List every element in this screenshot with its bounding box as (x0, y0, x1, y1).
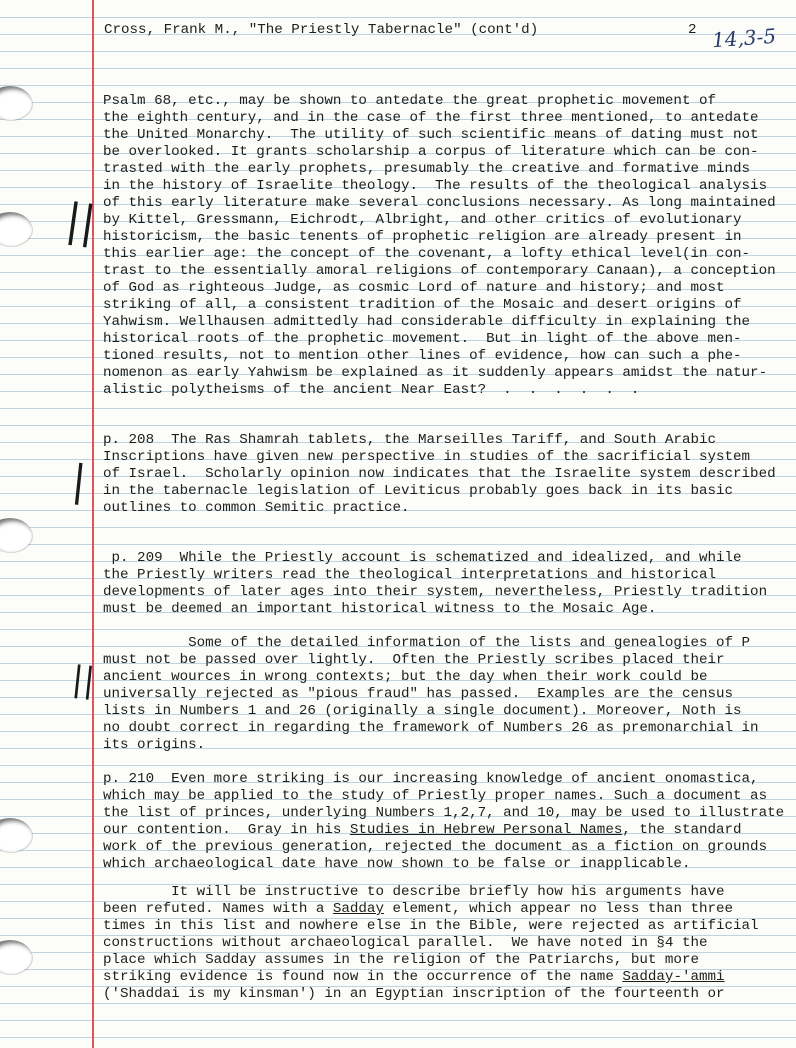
text-line: this earlier age: the concept of the covenant, a lofty ethical level(in con- (103, 246, 751, 262)
sadday-ammi-underlined: Sadday-'ammi (622, 969, 725, 985)
text-segment: constructions without archaeological parallel. We have noted in (103, 935, 657, 951)
text-segment: , the standard (622, 822, 742, 838)
text-line: trasted with the early prophets, presumably the creative and formative minds (103, 161, 751, 177)
text-line: trast to the essentially amoral religions of contemporary Canaan), a conception (103, 263, 776, 279)
text-line: Inscriptions have given new perspective in studies of the sacrificial system (103, 449, 751, 465)
text-line: Psalm 68, etc., may be shown to antedate the great prophetic movement of (103, 93, 716, 109)
binder-hole (0, 212, 32, 246)
page-header-title: Cross, Frank M., "The Priestly Tabernacle" (cont'd) (104, 22, 539, 38)
page-number: 2 (688, 22, 697, 38)
text-line: outlines to common Semitic practice. (103, 500, 410, 516)
paragraph-p208 (103, 432, 783, 517)
text-line (103, 901, 783, 918)
text-line: ('Shaddai is my kinsman') in an Egyptian inscription of the fourteenth or (103, 986, 725, 1002)
text-line (103, 935, 783, 952)
text-segment: element, which appear no less than three (383, 901, 734, 917)
margin-mark-double-line: || (62, 194, 100, 249)
text-line: by Kittel, Gressmann, Eichrodt, Albright, and other critics of evolutionary (103, 212, 742, 228)
text-line: p. 209 While the Priestly account is schematized and idealized, and while (103, 550, 742, 566)
binder-hole (0, 86, 32, 120)
text-line: lists in Numbers 1 and 26 (originally a single document). Moreover, Noth is (103, 703, 742, 719)
text-line: place which Sadday assumes in the religion of the Patriarchs, but more (103, 952, 699, 968)
paragraph-lists-genealogies (103, 635, 783, 754)
text-line: historical roots of the prophetic movement. But in light of the above men- (103, 331, 742, 347)
text-line: of this early literature make several conclusions necessary. As long maintained (103, 195, 776, 211)
text-line: must be deemed an important historical witness to the Mosaic Age. (103, 601, 657, 617)
text-line: striking of all, a consistent tradition of the Mosaic and desert origins of (103, 297, 742, 313)
binder-hole (0, 518, 32, 552)
red-margin-line (92, 0, 94, 1048)
paragraph-p209 (103, 550, 783, 618)
text-segment: our contention. Gray in his (103, 822, 350, 838)
text-line: p. 210 Even more striking is our increasing knowledge of ancient onomastica, (103, 771, 759, 787)
text-line: in the tabernacle legislation of Leviticus probably goes back in its basic (103, 483, 734, 499)
text-line: which archaeological date have now shown to be false or inapplicable. (103, 856, 691, 872)
text-line: tioned results, not to mention other lines of evidence, how can such a phe- (103, 348, 742, 364)
text-line (103, 969, 783, 986)
binder-hole (0, 818, 32, 852)
text-line: the list of princes, underlying Numbers 1,2,7, and 10, may be used to illustrate (103, 805, 785, 821)
text-line: which may be applied to the study of Priestly proper names. Such a document as (103, 788, 768, 804)
handwritten-annotation: 14,3-5 (711, 23, 777, 53)
text-line: nomenon as early Yahwism be explained as it suddenly appears amidst the natur- (103, 365, 768, 381)
text-line: the eighth century, and in the case of the first three mentioned, to antedate (103, 110, 759, 126)
text-line: the Priestly writers read the theological interpretations and historical (103, 567, 716, 583)
text-segment: 4 the (664, 935, 708, 951)
text-line: It will be instructive to describe briefly how his arguments have (103, 884, 725, 900)
text-line: in the history of Israelite theology. The results of the theological analysis (103, 178, 768, 194)
text-line (103, 822, 783, 839)
margin-mark-single-line: | (69, 455, 89, 506)
text-line: of Israel. Scholarly opinion now indicates that the Israelite system described (103, 466, 776, 482)
text-segment: been refuted. Names with a (103, 901, 333, 917)
sadday-underlined: Sadday (332, 901, 384, 917)
text-line: Some of the detailed information of the lists and genealogies of P (103, 635, 751, 651)
text-line: times in this list and nowhere else in the Bible, were rejected as artificial (103, 918, 759, 934)
paragraph-psalm (103, 93, 783, 399)
text-line: work of the previous generation, rejected the document as a fiction on grounds (103, 839, 768, 855)
text-line: no doubt correct in regarding the framework of Numbers 26 as premonarchial in (103, 720, 759, 736)
text-line: of God as righteous Judge, as cosmic Lord of nature and history; and most (103, 280, 725, 296)
text-line: alistic polytheisms of the ancient Near East? . . . . . . (103, 382, 640, 398)
text-line: ancient wources in wrong contexts; but the day when their work could be (103, 669, 708, 685)
text-line: must not be passed over lightly. Often the Priestly scribes placed their (103, 652, 725, 668)
paragraph-p210 (103, 771, 783, 873)
text-line: developments of later ages into their system, nevertheless, Priestly tradition (103, 584, 768, 600)
text-segment: striking evidence is found now in the occurrence of the name (103, 969, 623, 985)
binder-hole (0, 940, 32, 974)
paragraph-sadday (103, 884, 783, 1003)
margin-mark-double-line: || (69, 658, 97, 702)
text-line: be overlooked. It grants scholarship a corpus of literature which can be con- (103, 144, 759, 160)
book-title-underlined: Studies in Hebrew Personal Names (349, 822, 623, 838)
text-line: p. 208 The Ras Shamrah tablets, the Marseilles Tariff, and South Arabic (103, 432, 716, 448)
text-line: Yahwism. Wellhausen admittedly had considerable difficulty in explaining the (103, 314, 751, 330)
section-sign: § (656, 935, 665, 951)
text-line: the United Monarchy. The utility of such scientific means of dating must not (103, 127, 759, 143)
text-line: universally rejected as "pious fraud" has passed. Examples are the census (103, 686, 734, 702)
text-line: its origins. (103, 737, 206, 753)
text-line: historicism, the basic tenents of prophetic religion are already present in (103, 229, 742, 245)
